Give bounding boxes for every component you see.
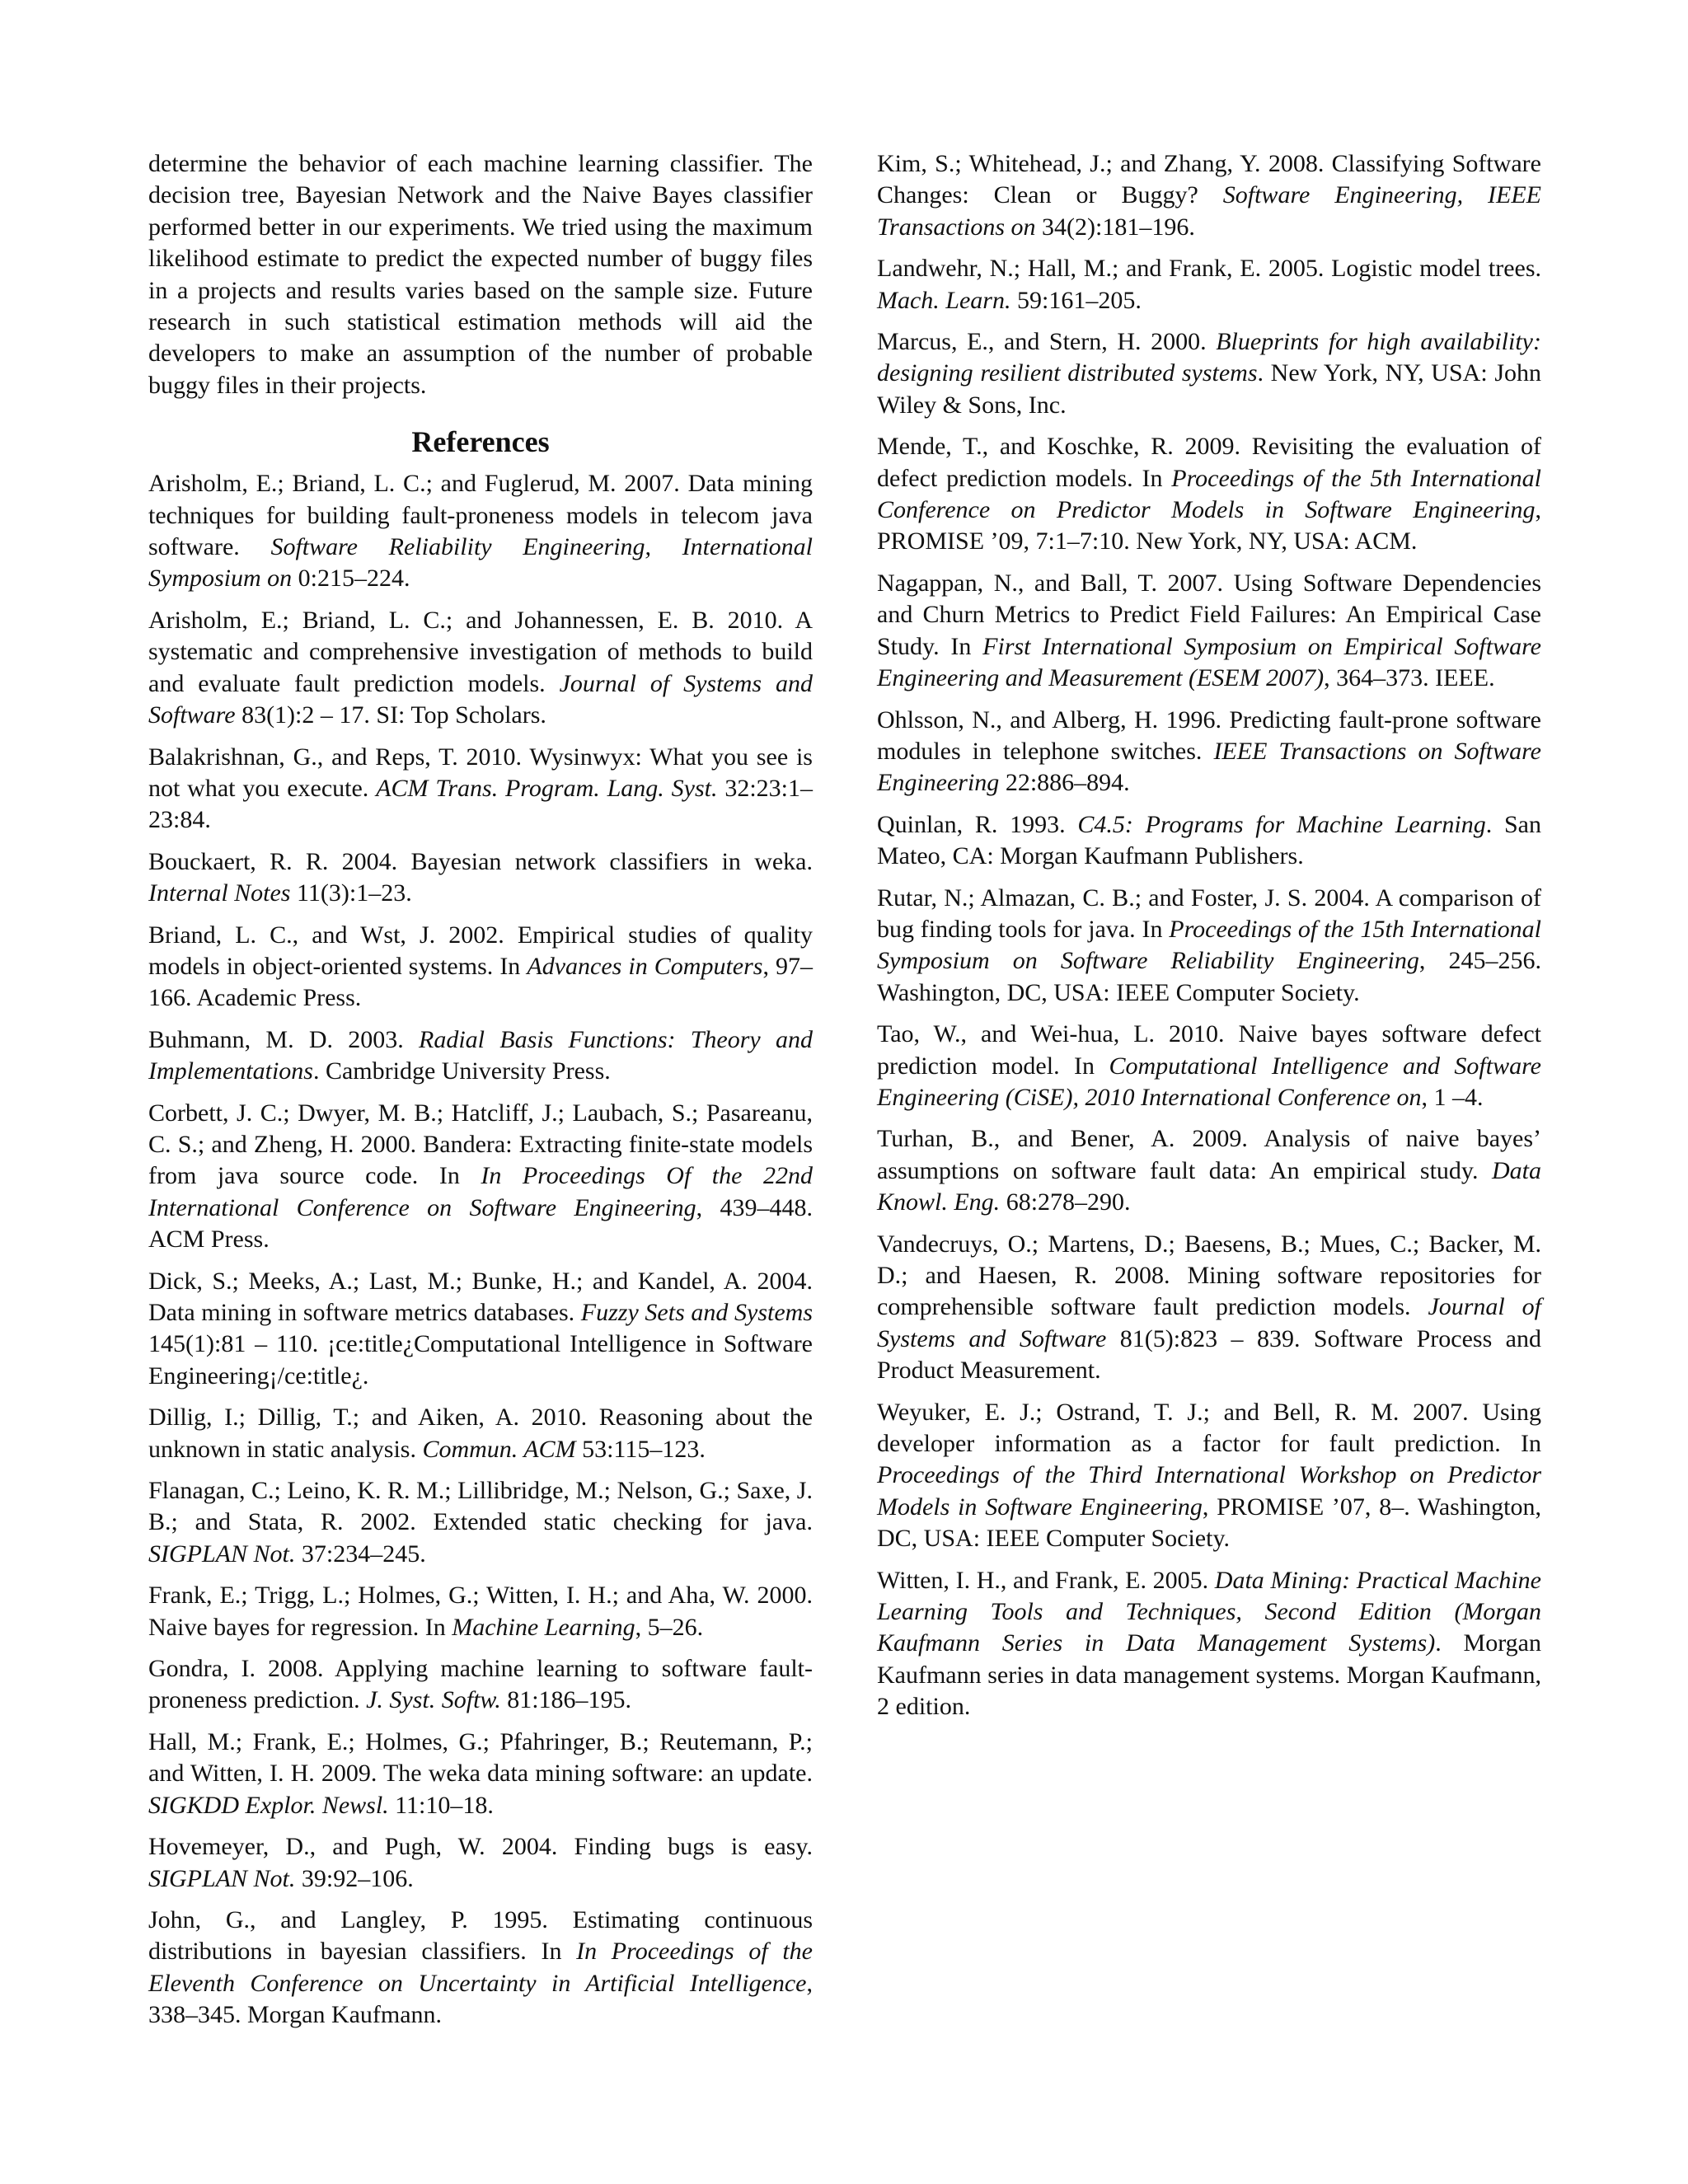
reference-entry [148,468,813,595]
reference-venue: Proceedings of the 15th International Symposium on Software Reliability Engineering [877,915,1541,975]
reference-entry [148,1402,813,1465]
reference-details: 145(1):81 – 110. ¡ce:title¿Computational Intelligence in Software Engineering¡/ce:title¿. [148,1330,813,1390]
reference-entry [148,1653,813,1717]
reference-details: , 338–345. Morgan Kaufmann. [148,1969,813,2029]
reference-entry [148,1266,813,1393]
left-column [148,148,813,2041]
conclusion-paragraph: determine the behavior of each machine learning classifier. The decision tree, Bayesian Network and the Naive Bayes classifier performed better in our experiments. We tried using the maximum likelihood estimate to predict the expected number of buggy files in a projects and results varies based on the sample size. Future research in such statistical estimation methods will aid the developers to make an assumption of the number of probable buggy files in their projects. [148,150,813,399]
reference-authors-title: Hovemeyer, D., and Pugh, W. 2004. Finding bugs is easy. [148,1833,813,1861]
reference-venue: Journal of Systems and Software [148,669,814,729]
reference-authors-title: Mende, T., and Koschke, R. 2009. Revisiting the evaluation of defect prediction models. In [877,433,1541,492]
reference-entry [877,148,1541,243]
reference-venue: Fuzzy Sets and Systems [580,1299,813,1326]
reference-venue: Computational Intelligence and Software Engineering (CiSE), 2010 International Conference on [877,1052,1541,1111]
reference-details: 37:234–245. [295,1540,426,1568]
reference-authors-title: Corbett, J. C.; Dwyer, M. B.; Hatcliff, J.; Laubach, S.; Pasareanu, C. S.; and Zheng, H. 2000. Bandera: Extracting finite-state models from java source code. In [148,1099,813,1190]
reference-authors-title: Weyuker, E. J.; Ostrand, T. J.; and Bell, R. M. 2007. Using developer information as a factor for fault prediction. In [877,1398,1541,1458]
reference-authors-title: Witten, I. H., and Frank, E. 2005. [877,1566,1215,1594]
reference-authors-title: Balakrishnan, G., and Reps, T. 2010. Wysinwyx: What you see is not what you execute. [148,743,813,802]
reference-details: , 5–26. [635,1613,704,1641]
reference-details: 11:10–18. [388,1791,494,1819]
reference-details: . San Mateo, CA: Morgan Kaufmann Publishers. [877,810,1541,870]
references-heading: References [411,425,550,459]
reference-entry [148,1580,813,1643]
reference-venue: IEEE Transactions on Software Engineering [877,737,1541,797]
reference-entry [877,431,1541,558]
reference-entry [148,1831,813,1895]
reference-venue: Proceedings of the Third International Workshop on Predictor Models in Software Engineering [877,1461,1541,1521]
reference-entry [877,883,1541,1010]
reference-venue: Commun. ACM [422,1435,576,1463]
reference-details: 81(5):823 – 839. Software Process and Product Measurement. [877,1324,1541,1385]
reference-entry [877,809,1541,873]
reference-details: , 439–448. ACM Press. [148,1193,813,1254]
reference-venue: First International Symposium on Empirical Software Engineering and Measurement (ESEM 2007) [877,632,1541,692]
reference-details: , 364–373. IEEE. [1324,664,1495,692]
reference-authors-title: Bouckaert, R. R. 2004. Bayesian network classifiers in weka. [148,847,813,875]
reference-entry [877,253,1541,316]
reference-authors-title: Dick, S.; Meeks, A.; Last, M.; Bunke, H.; and Kandel, A. 2004. Data mining in software metrics databases. [148,1267,813,1326]
reference-authors-title: Gondra, I. 2008. Applying machine learning to software fault-proneness prediction. [148,1655,813,1714]
reference-details: 81:186–195. [500,1686,632,1714]
reference-details: 83(1):2 – 17. SI: Top Scholars. [235,701,546,729]
reference-authors-title: Rutar, N.; Almazan, C. B.; and Foster, J. S. 2004. A comparison of bug finding tools for java. In [877,883,1541,943]
reference-authors-title: Quinlan, R. 1993. [877,810,1078,838]
reference-venue: SIGPLAN Not. [148,1540,296,1568]
reference-entry [148,605,813,732]
reference-venue: In Proceedings of the Eleventh Conference on Uncertainty in Artificial Intelligence [148,1938,813,1997]
reference-details: . Cambridge University Press. [312,1057,611,1085]
reference-venue: Software Engineering, IEEE Transactions on [877,181,1541,241]
reference-venue: In Proceedings Of the 22nd International Conference on Software Engineering [148,1162,813,1221]
reference-authors-title: Ohlsson, N., and Alberg, H. 1996. Predicting fault-prone software modules in telephone switches. [877,705,1541,765]
reference-entry [877,1019,1541,1113]
reference-entry [877,326,1541,421]
reference-authors-title: Hall, M.; Frank, E.; Holmes, G.; Pfahringer, B.; Reutemann, P.; and Witten, I. H. 2009. The weka data mining software: an update. [148,1727,813,1788]
reference-authors-title: John, G., and Langley, P. 1995. Estimating continuous distributions in bayesian classifiers. In [148,1905,813,1966]
reference-authors-title: Arisholm, E.; Briand, L. C.; and Johannessen, E. B. 2010. A systematic and comprehensive investigation of methods to build and evaluate fault prediction models. [148,606,813,697]
reference-entry [148,1905,813,2032]
reference-authors-title: Frank, E.; Trigg, L.; Holmes, G.; Witten, I. H.; and Aha, W. 2000. Naive bayes for regression. In [148,1582,813,1641]
reference-list-left [148,468,813,2031]
reference-venue: Data Knowl. Eng. [877,1156,1541,1216]
reference-entry [877,705,1541,799]
reference-authors-title: Kim, S.; Whitehead, J.; and Zhang, Y. 2008. Classifying Software Changes: Clean or Buggy? [877,150,1541,209]
reference-venue: Proceedings of the 5th International Conference on Predictor Models in Software Engineering [877,464,1541,524]
reference-entry [148,1727,813,1821]
reference-entry [148,1475,813,1570]
reference-authors-title: Nagappan, N., and Ball, T. 2007. Using Software Dependencies and Churn Metrics to Predict Field Failures: An Empirical Case Study. In [877,569,1541,660]
reference-authors-title: Tao, W., and Wei-hua, L. 2010. Naive bayes software defect prediction model. In [877,1020,1541,1080]
reference-venue: Machine Learning [452,1613,635,1641]
reference-entry [877,1229,1541,1387]
reference-entry [148,1098,813,1256]
reference-details: 0:215–224. [292,565,410,593]
reference-authors-title: Dillig, I.; Dillig, T.; and Aiken, A. 2010. Reasoning about the unknown in static analysis. [148,1404,813,1463]
reference-entry [148,742,813,837]
reference-venue: Radial Basis Functions: Theory and Implementations [148,1025,813,1085]
reference-venue: Mach. Learn. [877,286,1011,314]
reference-entry [148,1024,813,1088]
reference-authors-title: Briand, L. C., and Wst, J. 2002. Empirical studies of quality models in object-oriented systems. In [148,921,813,980]
reference-authors-title: Buhmann, M. D. 2003. [148,1025,420,1053]
reference-details: 59:161–205. [1010,286,1142,314]
reference-details: 39:92–106. [295,1864,414,1892]
reference-details: , 245–256. Washington, DC, USA: IEEE Computer Society. [877,947,1542,1006]
reference-venue: ACM Trans. Program. Lang. Syst. [376,774,718,802]
reference-details: 34(2):181–196. [1035,213,1195,241]
reference-venue: Data Mining: Practical Machine Learning Tools and Techniques, Second Edition (Morgan Kaufmann Series in Data Management Systems) [877,1566,1541,1657]
reference-authors-title: Arisholm, E.; Briand, L. C.; and Fuglerud, M. 2007. Data mining techniques for building fault-proneness models in telecom java software. [148,470,813,561]
reference-list-right [877,148,1541,1723]
reference-entry [877,1565,1541,1723]
reference-venue: SIGPLAN Not. [148,1864,296,1892]
reference-venue: Advances in Computers [527,952,763,980]
reference-details: 11(3):1–23. [290,879,412,907]
reference-details: , PROMISE ’09, 7:1–7:10. New York, NY, USA: ACM. [877,496,1541,555]
reference-entry [148,846,813,910]
reference-venue: SIGKDD Explor. Newsl. [148,1791,389,1819]
reference-entry [877,1397,1541,1555]
reference-authors-title: Flanagan, C.; Leino, K. R. M.; Lillibridge, M.; Nelson, G.; Saxe, J. B.; and Stata, R. 2002. Extended static checking for java. [148,1477,813,1536]
reference-details: , 1 –4. [1421,1083,1484,1111]
reference-authors-title: Vandecruys, O.; Martens, D.; Baesens, B.; Mues, C.; Backer, M. D.; and Haesen, R. 2008. Mining software repositories for comprehensible software fault prediction models. [877,1230,1541,1321]
reference-entry [877,1123,1541,1218]
reference-venue: J. Syst. Softw. [366,1686,501,1714]
reference-details: , 97–166. Academic Press. [148,952,814,1012]
reference-entry [877,568,1541,695]
right-column [877,148,1541,1733]
reference-details: 53:115–123. [575,1435,706,1463]
reference-details: 22:886–894. [999,769,1130,797]
reference-venue: C4.5: Programs for Machine Learning [1077,810,1486,838]
reference-venue: Journal of Systems and Software [877,1293,1541,1352]
reference-details: 68:278–290. [1000,1188,1131,1216]
reference-details: 32:23:1–23:84. [148,774,814,834]
reference-authors-title: Landwehr, N.; Hall, M.; and Frank, E. 2005. Logistic model trees. [877,255,1541,283]
reference-details: , PROMISE ’07, 8–. Washington, DC, USA: IEEE Computer Society. [877,1493,1541,1553]
reference-entry [148,920,813,1015]
reference-details: . Morgan Kaufmann series in data management systems. Morgan Kaufmann, 2 edition. [877,1629,1541,1721]
reference-venue: Software Reliability Engineering, International Symposium on [148,533,813,593]
reference-venue: Internal Notes [148,879,291,907]
reference-authors-title: Marcus, E., and Stern, H. 2000. [877,328,1217,356]
reference-authors-title: Turhan, B., and Bener, A. 2009. Analysis of naive bayes’ assumptions on software fault data: An empirical study. [877,1125,1541,1184]
reference-details: . New York, NY, USA: John Wiley & Sons, Inc. [877,359,1541,419]
reference-venue: Blueprints for high availability: designing resilient distributed systems [877,328,1541,387]
